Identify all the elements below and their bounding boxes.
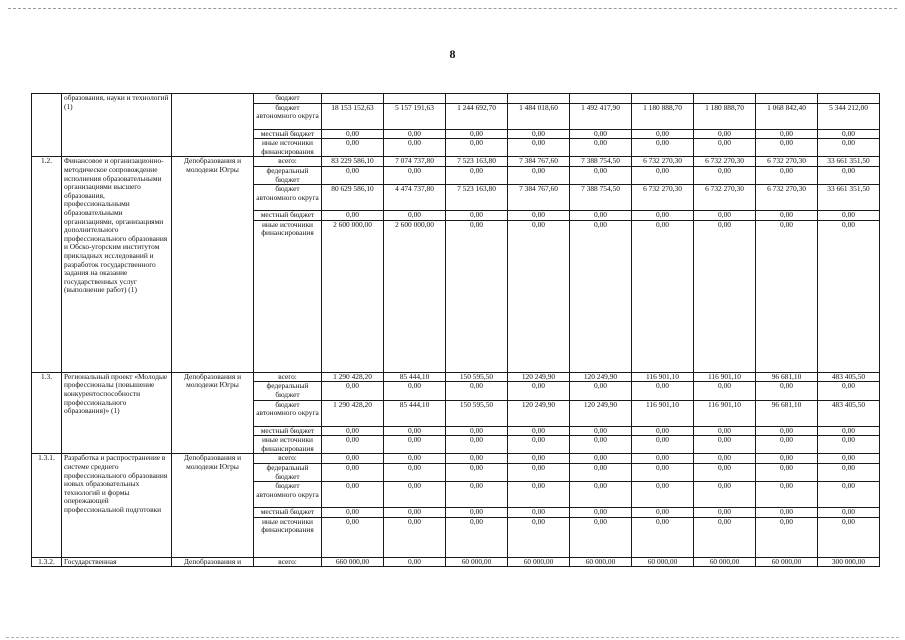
amount-cell: 0,00 (818, 139, 880, 157)
funding-source: всего: (254, 157, 322, 167)
amount-cell: 1 068 842,40 (756, 103, 818, 129)
amount-cell: 33 661 351,50 (818, 157, 880, 167)
amount-cell: 0,00 (632, 426, 694, 436)
funding-source: местный бюджет (254, 426, 322, 436)
amount-cell: 0,00 (570, 166, 632, 184)
amount-cell (694, 94, 756, 104)
amount-cell: 60 000,00 (756, 557, 818, 567)
amount-cell: 0,00 (384, 166, 446, 184)
funding-source: иные источники финансирования (254, 517, 322, 557)
amount-cell: 1 290 428,20 (322, 372, 384, 382)
funding-source: иные источники финансирования (254, 436, 322, 454)
amount-cell: 116 901,10 (632, 372, 694, 382)
amount-cell: 0,00 (322, 139, 384, 157)
scan-edge-top (8, 8, 897, 9)
item-name: Разработка и распространение в системе среднего профессионального образования новых образовательных технологий и формы опережающей профессиональной подготовки (62, 454, 172, 557)
funding-source: федеральный бюджет (254, 382, 322, 400)
amount-cell (818, 94, 880, 104)
amount-cell: 0,00 (570, 508, 632, 518)
item-code (32, 94, 62, 157)
amount-cell: 0,00 (384, 482, 446, 508)
amount-cell: 0,00 (322, 482, 384, 508)
amount-cell: 1 484 018,60 (508, 103, 570, 129)
amount-cell: 1 244 692,70 (446, 103, 508, 129)
amount-cell: 60 000,00 (632, 557, 694, 567)
amount-cell: 0,00 (570, 139, 632, 157)
amount-cell: 0,00 (322, 517, 384, 557)
table-row (32, 94, 880, 104)
item-name: Финансовое и организационно-методическое сопровождение исполнения образовательными организациями высшего образования, профессиональными образовательными организациями, организациями дополнительного профессионального образования и Обско-угорским институтом прикладных исследований и разработок государственного задания на оказание государственных услуг (выполнение работ) (1) (62, 157, 172, 372)
amount-cell: 0,00 (322, 166, 384, 184)
amount-cell (632, 94, 694, 104)
amount-cell: 116 901,10 (694, 372, 756, 382)
amount-cell: 6 732 270,30 (756, 185, 818, 211)
amount-cell: 0,00 (570, 211, 632, 221)
amount-cell: 0,00 (570, 382, 632, 400)
amount-cell: 660 000,00 (322, 557, 384, 567)
item-name: Государственная (62, 557, 172, 567)
amount-cell: 6 732 270,30 (694, 185, 756, 211)
funding-source: всего: (254, 372, 322, 382)
amount-cell: 96 681,10 (756, 400, 818, 426)
amount-cell: 0,00 (384, 426, 446, 436)
amount-cell: 0,00 (570, 220, 632, 372)
funding-source: всего: (254, 557, 322, 567)
amount-cell: 0,00 (508, 220, 570, 372)
amount-cell: 0,00 (756, 454, 818, 464)
amount-cell: 0,00 (818, 166, 880, 184)
budget-table (31, 93, 880, 567)
item-code: 1.2. (32, 157, 62, 372)
funding-source: всего: (254, 454, 322, 464)
amount-cell: 0,00 (570, 463, 632, 481)
amount-cell: 0,00 (818, 463, 880, 481)
amount-cell: 120 249,90 (570, 400, 632, 426)
amount-cell: 7 523 163,80 (446, 157, 508, 167)
amount-cell: 0,00 (508, 482, 570, 508)
responsible-executor (172, 94, 254, 157)
amount-cell: 0,00 (322, 436, 384, 454)
amount-cell: 18 153 152,63 (322, 103, 384, 129)
amount-cell: 0,00 (632, 454, 694, 464)
amount-cell: 0,00 (446, 517, 508, 557)
amount-cell: 0,00 (756, 517, 818, 557)
amount-cell: 0,00 (570, 436, 632, 454)
amount-cell: 7 074 737,80 (384, 157, 446, 167)
amount-cell: 0,00 (694, 382, 756, 400)
amount-cell: 0,00 (446, 382, 508, 400)
amount-cell: 7 388 754,50 (570, 157, 632, 167)
amount-cell: 0,00 (632, 517, 694, 557)
amount-cell: 0,00 (508, 139, 570, 157)
amount-cell: 0,00 (694, 139, 756, 157)
amount-cell: 120 249,90 (508, 400, 570, 426)
amount-cell: 0,00 (818, 129, 880, 139)
amount-cell: 0,00 (446, 426, 508, 436)
table-row (32, 157, 880, 167)
amount-cell: 0,00 (322, 454, 384, 464)
amount-cell: 60 000,00 (694, 557, 756, 567)
amount-cell: 0,00 (756, 220, 818, 372)
amount-cell: 0,00 (756, 436, 818, 454)
amount-cell: 7 523 163,80 (446, 185, 508, 211)
amount-cell: 0,00 (508, 211, 570, 221)
amount-cell: 60 000,00 (446, 557, 508, 567)
amount-cell: 150 595,50 (446, 400, 508, 426)
amount-cell: 7 384 767,60 (508, 185, 570, 211)
table-row (32, 557, 880, 567)
funding-source: иные источники финансирования (254, 220, 322, 372)
amount-cell: 0,00 (756, 139, 818, 157)
amount-cell: 0,00 (384, 382, 446, 400)
amount-cell: 0,00 (632, 436, 694, 454)
amount-cell: 0,00 (694, 220, 756, 372)
amount-cell: 0,00 (570, 129, 632, 139)
item-name: Региональный проект «Молодые профессионалы (повышение конкурентоспособности профессионального образования)» (1) (62, 372, 172, 454)
amount-cell: 0,00 (384, 436, 446, 454)
amount-cell: 0,00 (756, 482, 818, 508)
amount-cell: 0,00 (446, 220, 508, 372)
amount-cell: 0,00 (756, 211, 818, 221)
amount-cell: 0,00 (570, 517, 632, 557)
amount-cell: 0,00 (632, 211, 694, 221)
amount-cell: 0,00 (322, 211, 384, 221)
amount-cell: 0,00 (570, 482, 632, 508)
amount-cell: 1 180 888,70 (632, 103, 694, 129)
amount-cell: 0,00 (322, 508, 384, 518)
amount-cell: 0,00 (508, 463, 570, 481)
amount-cell: 2 600 000,00 (384, 220, 446, 372)
amount-cell: 6 732 270,30 (694, 157, 756, 167)
amount-cell: 300 000,00 (818, 557, 880, 567)
amount-cell: 0,00 (570, 426, 632, 436)
amount-cell: 0,00 (384, 557, 446, 567)
amount-cell: 0,00 (632, 129, 694, 139)
amount-cell: 0,00 (756, 129, 818, 139)
amount-cell: 150 595,50 (446, 372, 508, 382)
amount-cell: 0,00 (384, 508, 446, 518)
amount-cell: 0,00 (818, 482, 880, 508)
funding-source: федеральный бюджет (254, 463, 322, 481)
funding-source: бюджет автономного округа (254, 103, 322, 129)
amount-cell: 0,00 (818, 454, 880, 464)
amount-cell (508, 94, 570, 104)
amount-cell (756, 94, 818, 104)
amount-cell: 0,00 (756, 508, 818, 518)
amount-cell: 1 492 417,90 (570, 103, 632, 129)
amount-cell: 0,00 (446, 463, 508, 481)
amount-cell: 0,00 (694, 454, 756, 464)
amount-cell: 0,00 (818, 517, 880, 557)
amount-cell: 0,00 (384, 463, 446, 481)
responsible-executor: Депобразования и молодежи Югры (172, 372, 254, 454)
amount-cell: 0,00 (694, 482, 756, 508)
amount-cell: 4 474 737,80 (384, 185, 446, 211)
responsible-executor: Депобразования и (172, 557, 254, 567)
amount-cell: 33 661 351,50 (818, 185, 880, 211)
funding-source: местный бюджет (254, 508, 322, 518)
amount-cell: 483 405,50 (818, 400, 880, 426)
amount-cell: 7 384 767,60 (508, 157, 570, 167)
amount-cell: 0,00 (818, 508, 880, 518)
amount-cell: 0,00 (818, 211, 880, 221)
amount-cell: 0,00 (322, 382, 384, 400)
funding-source: бюджет (254, 94, 322, 104)
amount-cell: 0,00 (632, 166, 694, 184)
amount-cell: 0,00 (446, 436, 508, 454)
amount-cell: 0,00 (756, 463, 818, 481)
funding-source: бюджет автономного округа (254, 400, 322, 426)
amount-cell: 1 180 888,70 (694, 103, 756, 129)
amount-cell: 0,00 (694, 129, 756, 139)
amount-cell: 0,00 (508, 129, 570, 139)
amount-cell: 0,00 (818, 220, 880, 372)
responsible-executor: Депобразования и молодежи Югры (172, 454, 254, 557)
amount-cell: 60 000,00 (508, 557, 570, 567)
amount-cell: 0,00 (632, 508, 694, 518)
item-code: 1.3.1. (32, 454, 62, 557)
amount-cell: 0,00 (694, 166, 756, 184)
funding-source: местный бюджет (254, 211, 322, 221)
amount-cell: 120 249,90 (570, 372, 632, 382)
amount-cell (446, 94, 508, 104)
amount-cell: 0,00 (446, 139, 508, 157)
amount-cell: 120 249,90 (508, 372, 570, 382)
amount-cell: 0,00 (508, 454, 570, 464)
amount-cell: 5 344 212,00 (818, 103, 880, 129)
amount-cell (570, 94, 632, 104)
amount-cell: 5 157 191,63 (384, 103, 446, 129)
amount-cell: 0,00 (322, 463, 384, 481)
amount-cell: 2 600 000,00 (322, 220, 384, 372)
amount-cell: 0,00 (322, 426, 384, 436)
amount-cell: 6 732 270,30 (632, 157, 694, 167)
amount-cell: 116 901,10 (632, 400, 694, 426)
amount-cell: 0,00 (384, 129, 446, 139)
amount-cell: 85 444,10 (384, 372, 446, 382)
amount-cell: 0,00 (508, 382, 570, 400)
amount-cell: 0,00 (756, 166, 818, 184)
amount-cell: 0,00 (384, 211, 446, 221)
amount-cell: 0,00 (508, 436, 570, 454)
amount-cell: 0,00 (818, 426, 880, 436)
amount-cell: 0,00 (632, 382, 694, 400)
funding-source: местный бюджет (254, 129, 322, 139)
amount-cell: 6 732 270,30 (632, 185, 694, 211)
amount-cell: 0,00 (694, 436, 756, 454)
table-row (32, 372, 880, 382)
funding-source: иные источники финансирования (254, 139, 322, 157)
amount-cell: 0,00 (508, 508, 570, 518)
item-code: 1.3. (32, 372, 62, 454)
amount-cell: 0,00 (384, 139, 446, 157)
amount-cell: 483 405,50 (818, 372, 880, 382)
amount-cell: 0,00 (508, 426, 570, 436)
responsible-executor: Депобразования и молодежи Югры (172, 157, 254, 372)
amount-cell: 0,00 (384, 454, 446, 464)
amount-cell: 0,00 (508, 517, 570, 557)
amount-cell: 80 629 586,10 (322, 185, 384, 211)
amount-cell (384, 94, 446, 104)
amount-cell: 0,00 (632, 220, 694, 372)
funding-source: бюджет автономного округа (254, 185, 322, 211)
funding-source: бюджет автономного округа (254, 482, 322, 508)
amount-cell: 0,00 (322, 129, 384, 139)
amount-cell: 0,00 (570, 454, 632, 464)
amount-cell: 0,00 (446, 454, 508, 464)
amount-cell: 1 290 428,20 (322, 400, 384, 426)
item-name: образования, науки и технологий (1) (62, 94, 172, 157)
amount-cell: 0,00 (694, 517, 756, 557)
amount-cell (322, 94, 384, 104)
page-number: 8 (449, 47, 456, 61)
amount-cell: 0,00 (446, 211, 508, 221)
amount-cell: 0,00 (694, 426, 756, 436)
amount-cell: 0,00 (446, 129, 508, 139)
amount-cell: 60 000,00 (570, 557, 632, 567)
scan-edge-bottom (6, 637, 899, 638)
funding-source: федеральный бюджет (254, 166, 322, 184)
item-code: 1.3.2. (32, 557, 62, 567)
amount-cell: 6 732 270,30 (756, 157, 818, 167)
amount-cell: 0,00 (818, 382, 880, 400)
amount-cell: 0,00 (632, 139, 694, 157)
amount-cell: 0,00 (756, 426, 818, 436)
amount-cell: 0,00 (446, 482, 508, 508)
amount-cell: 83 229 586,10 (322, 157, 384, 167)
amount-cell: 0,00 (818, 436, 880, 454)
amount-cell: 0,00 (694, 463, 756, 481)
amount-cell: 0,00 (756, 382, 818, 400)
amount-cell: 7 388 754,50 (570, 185, 632, 211)
table-row (32, 454, 880, 464)
amount-cell: 0,00 (508, 166, 570, 184)
amount-cell: 0,00 (632, 463, 694, 481)
amount-cell: 0,00 (694, 508, 756, 518)
amount-cell: 0,00 (446, 166, 508, 184)
amount-cell: 96 681,10 (756, 372, 818, 382)
amount-cell: 0,00 (694, 211, 756, 221)
amount-cell: 116 901,10 (694, 400, 756, 426)
amount-cell: 0,00 (632, 482, 694, 508)
amount-cell: 0,00 (384, 517, 446, 557)
amount-cell: 0,00 (446, 508, 508, 518)
amount-cell: 85 444,10 (384, 400, 446, 426)
